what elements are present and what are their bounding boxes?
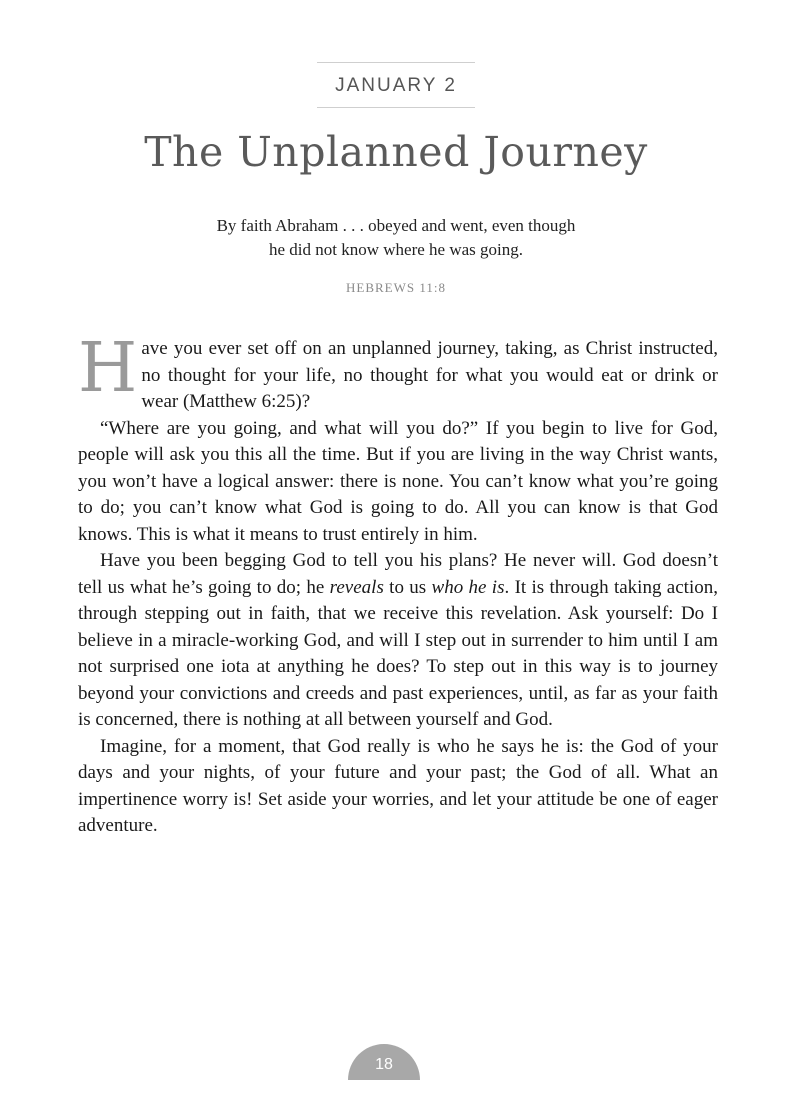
paragraph-1-text: ave you ever set off on an unplanned journey, taking, as Christ instructed, no thought for your life, no thought for what you would eat or drink or wear (Matthew 6:25)? — [141, 338, 718, 412]
epigraph-line-1: By faith Abraham . . . obeyed and went, even though — [216, 216, 576, 235]
page-number-tab — [348, 1044, 420, 1080]
drop-cap: H — [78, 329, 138, 408]
date-label: JANUARY 2 — [317, 62, 475, 108]
paragraph-2: “Where are you going, and what will you do?” If you begin to live for God, people will ask you this all the time. But if you are living in the way Christ wants, you won’t have a logical answer: there is none. You can’t know what you’re going to do; you can’t know what God is going to do. All you can know is that God knows. This is what it means to trust entirely in him. — [78, 417, 718, 545]
paragraph-1 — [78, 329, 718, 416]
paragraph-3-part-a: Have you been begging God to tell you his plans? He never will. God doesn’t tell us what he’s going to do; he — [78, 550, 718, 598]
paragraph-4: Imagine, for a moment, that God really is who he says he is: the God of your days and your nights, of your future and your past; the God of all. What an impertinence worry is! Set aside your worries, and let your attitude be one of eager adventure. — [78, 735, 718, 836]
devotional-title: The Unplanned Journey — [144, 128, 648, 176]
body-text — [78, 329, 718, 840]
page-number: 18 — [375, 1056, 393, 1073]
paragraph-3 — [78, 548, 718, 734]
date-header — [0, 62, 792, 108]
paragraph-3-part-c: . It is through taking action, through stepping out in faith, that we receive this revelation. Ask yourself: Do I believe in a miracle-working God, and will I step out in surrender to him until I am not surprised one iota at anything he does? To step out in this way is to journey beyond your convictions and creeds and past experiences, until, as far as your faith is concerned, there is nothing at all between yourself and God. — [78, 576, 718, 730]
emphasis-who-he-is: who he is — [431, 576, 505, 598]
epigraph — [0, 214, 792, 300]
paragraph-3-part-b: to us — [383, 576, 432, 598]
scripture-reference: HEBREWS 11:8 — [346, 280, 446, 295]
epigraph-line-2: he did not know where he was going. — [268, 240, 523, 259]
emphasis-reveals: reveals — [329, 576, 384, 598]
